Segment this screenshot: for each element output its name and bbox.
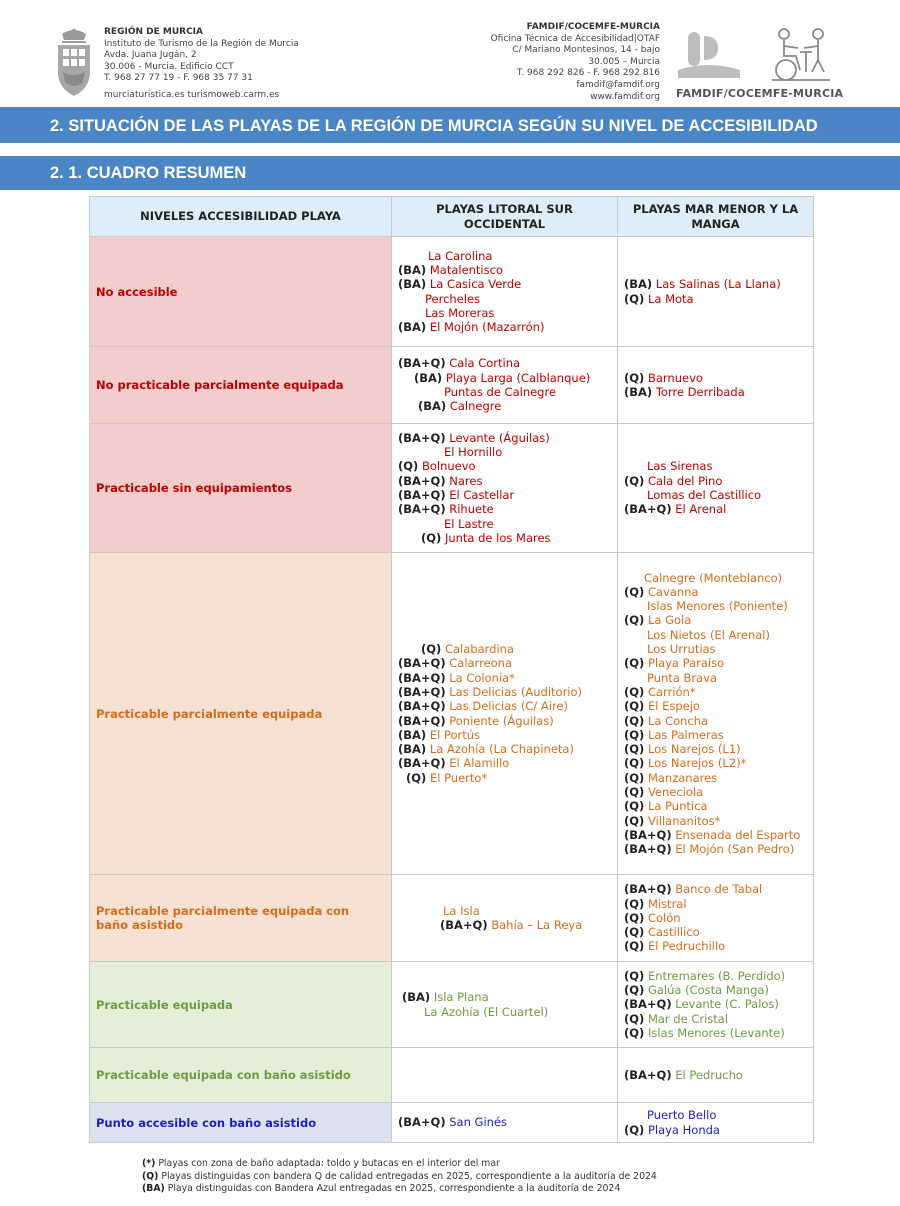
beach-name: Los Nietos (El Arenal) <box>647 627 770 642</box>
distinction-marker: (BA+Q) <box>624 827 672 842</box>
beach-name: Castillico <box>647 925 700 940</box>
cocemfe-logo-icon <box>768 26 834 84</box>
beach-entry <box>398 277 611 291</box>
beach-name: La Azohía (La Chapineta) <box>429 742 574 757</box>
beach-name: Punta Brava <box>647 670 718 685</box>
column-header-levels: NIVELES ACCESIBILIDAD PLAYA <box>90 197 392 237</box>
distinction-marker: (BA+Q) <box>398 1115 446 1130</box>
distinction-marker: (Q) <box>624 1025 645 1040</box>
distinction-marker: (Q) <box>624 910 645 925</box>
beach-entry <box>624 488 807 502</box>
beach-name: Playa Honda <box>647 1122 720 1137</box>
beach-name: El Pedruchillo <box>647 939 726 954</box>
beach-name: Los Narejos (L1) <box>647 742 741 757</box>
beach-entry <box>398 771 611 785</box>
litoral-beaches-cell <box>392 1103 618 1143</box>
distinction-marker: (BA+Q) <box>398 430 446 445</box>
beach-name: Las Salinas (La Llana) <box>655 277 781 292</box>
beach-name: Mar de Cristal <box>647 1011 729 1026</box>
beach-entry <box>624 756 807 770</box>
beach-entry <box>624 628 807 642</box>
beach-entry <box>624 613 807 627</box>
distinction-marker: (BA+Q) <box>440 918 488 932</box>
column-header-litoral: PLAYAS LITORAL SUR OCCIDENTAL <box>392 197 618 237</box>
distinction-marker: (Q) <box>624 613 645 628</box>
beach-entry <box>398 904 611 918</box>
beach-name: El Arenal <box>675 502 727 517</box>
accessibility-summary-table <box>89 196 814 1143</box>
beach-name: San Ginés <box>449 1115 508 1130</box>
litoral-beaches-cell <box>392 237 618 347</box>
beach-entry <box>624 571 807 585</box>
beach-name: Carrión* <box>647 684 696 699</box>
distinction-marker: (Q) <box>624 983 645 998</box>
beach-entry <box>398 656 611 670</box>
beach-entry <box>624 502 807 516</box>
beach-name: Las Palmeras <box>647 727 724 742</box>
beach-entry <box>398 1115 611 1129</box>
distinction-marker: (BA+Q) <box>624 997 672 1012</box>
accessibility-level-cell: Practicable sin equipamientos <box>90 424 392 553</box>
beach-entry <box>624 459 807 473</box>
footnotes <box>142 1158 657 1196</box>
distinction-marker: (Q) <box>624 291 645 306</box>
beach-name: La Mota <box>647 291 694 306</box>
beach-entry <box>398 685 611 699</box>
beach-name: Bolnuevo <box>421 459 476 474</box>
distinction-marker: (BA+Q) <box>624 502 672 517</box>
beach-name: Barnuevo <box>647 370 703 385</box>
distinction-marker: (Q) <box>421 530 442 545</box>
region-murcia-coat-of-arms-icon <box>52 26 96 100</box>
distinction-marker: (Q) <box>624 770 645 785</box>
distinction-marker: (BA) <box>398 742 427 757</box>
beach-name: El Espejo <box>647 699 700 714</box>
region-websites[interactable]: murciaturistica.es turismoweb.carm.es <box>104 89 280 100</box>
beach-entry <box>398 306 611 320</box>
beach-entry <box>624 656 807 670</box>
beach-name: Cavanna <box>647 584 699 599</box>
distinction-marker: (BA) <box>398 727 427 742</box>
beach-entry <box>398 642 611 656</box>
beach-name: Puerto Bello <box>647 1108 717 1123</box>
famdif-line: Oficina Técnica de Accesibilidad|OTAF <box>490 33 660 44</box>
beach-name: Poniente (Águilas) <box>449 713 554 728</box>
beach-name: La Concha <box>647 713 709 728</box>
footnote-marker: (BA) <box>142 1183 165 1194</box>
distinction-marker: (BA+Q) <box>398 684 446 699</box>
footnote-text: Playa distinguidas con Bandera Azul entregadas en 2025, correspondiente a la auditoría de 2024 <box>164 1183 621 1194</box>
beach-entry <box>398 249 611 263</box>
beach-name: Puntas de Calnegre <box>444 385 557 399</box>
beach-entry <box>398 756 611 770</box>
beach-name: Villananitos* <box>647 813 721 828</box>
accessibility-level-cell: Practicable equipada con baño asistido <box>90 1048 392 1103</box>
beach-entry <box>624 742 807 756</box>
distinction-marker: (Q) <box>624 925 645 940</box>
distinction-marker: (Q) <box>398 459 419 474</box>
beach-entry <box>398 474 611 488</box>
beach-entry <box>398 728 611 742</box>
mar-menor-beaches-cell <box>618 1048 814 1103</box>
beach-entry <box>624 969 807 983</box>
beach-name: Percheles <box>425 291 481 306</box>
distinction-marker: (Q) <box>624 699 645 714</box>
region-line: T. 968 27 77 19 - F. 968 35 77 31 <box>104 73 253 84</box>
beach-entry <box>624 785 807 799</box>
beach-name: El Lastre <box>444 516 494 531</box>
distinction-marker: (Q) <box>624 1122 645 1137</box>
beach-entry <box>624 1108 807 1122</box>
beach-entry <box>624 1123 807 1137</box>
beach-name: Ensenada del Esparto <box>675 827 801 842</box>
beach-name: El Mojón (Mazarrón) <box>429 320 545 335</box>
beach-entry <box>624 983 807 997</box>
table-body <box>90 237 814 1143</box>
famdif-line: T. 968 292 826 - F. 968 292 816 <box>516 68 660 79</box>
distinction-marker: (BA) <box>418 399 447 414</box>
beach-entry <box>398 1005 611 1019</box>
beach-entry <box>398 699 611 713</box>
beach-entry <box>624 277 807 291</box>
distinction-marker: (BA+Q) <box>398 670 446 685</box>
distinction-marker: (BA) <box>398 320 427 335</box>
beach-name: Calabardina <box>444 642 514 657</box>
beach-name: La Azohía (El Cuartel) <box>424 1004 549 1019</box>
beach-entry <box>398 918 611 932</box>
distinction-marker: (BA+Q) <box>398 502 446 517</box>
beach-name: El Hornillo <box>444 445 503 460</box>
accessibility-level-cell: Punto accesible con baño asistido <box>90 1103 392 1143</box>
beach-entry <box>624 714 807 728</box>
page-header <box>0 0 900 105</box>
beach-name: Calnegre (Monteblanco) <box>644 570 783 585</box>
beach-name: Isla Plana <box>433 990 489 1005</box>
mar-menor-beaches-cell <box>618 237 814 347</box>
region-line: Avda. Juana Jugán, 2 <box>104 50 197 61</box>
distinction-marker: (BA) <box>398 262 427 277</box>
beach-name: Islas Menores (Levante) <box>647 1025 785 1040</box>
beach-entry <box>624 939 807 953</box>
beach-name: Nares <box>449 473 483 488</box>
beach-name: Mistral <box>647 896 687 911</box>
table-row <box>90 553 814 875</box>
table-row <box>90 237 814 347</box>
distinction-marker: (Q) <box>624 799 645 814</box>
beach-entry <box>398 292 611 306</box>
beach-name: Los Narejos (L2)* <box>647 756 747 771</box>
beach-name: Las Delicias (Auditorio) <box>449 684 583 699</box>
table-header-row <box>90 197 814 237</box>
distinction-marker: (BA) <box>414 370 443 385</box>
distinction-marker: (BA) <box>402 990 431 1005</box>
beach-name: Bahía – La Reya <box>491 918 583 932</box>
region-line: Instituto de Turismo de la Región de Murcia <box>104 38 299 49</box>
distinction-marker: (Q) <box>624 939 645 954</box>
beach-name: El Mojón (San Pedro) <box>675 842 795 857</box>
distinction-marker: (BA+Q) <box>398 488 446 502</box>
distinction-marker: (Q) <box>421 642 442 657</box>
beach-entry <box>624 585 807 599</box>
famdif-logo-wordmark: FAMDIF/COCEMFE-MURCIA <box>676 87 844 100</box>
mar-menor-beaches-cell <box>618 553 814 875</box>
beach-entry <box>624 1026 807 1040</box>
table-row <box>90 1103 814 1143</box>
distinction-marker: (Q) <box>624 713 645 728</box>
beach-entry <box>624 799 807 813</box>
region-name: REGIÓN DE MURCIA <box>104 27 203 37</box>
beach-name: La Isla <box>443 903 480 918</box>
beach-name: Las Delicias (C/ Aire) <box>449 699 569 714</box>
beach-entry <box>624 814 807 828</box>
beach-name: Veneciola <box>647 784 704 799</box>
beach-name: El Pedrucho <box>675 1067 743 1082</box>
beach-entry <box>398 502 611 516</box>
distinction-marker: (Q) <box>624 896 645 911</box>
table-row <box>90 424 814 553</box>
beach-entry <box>398 742 611 756</box>
beach-name: El Puerto* <box>429 770 488 785</box>
beach-entry <box>624 474 807 488</box>
footnote-marker: (Q) <box>142 1170 159 1182</box>
beach-entry <box>398 459 611 473</box>
mar-menor-beaches-cell <box>618 424 814 553</box>
beach-entry <box>624 371 807 385</box>
distinction-marker: (Q) <box>624 584 645 599</box>
beach-entry <box>624 292 807 306</box>
beach-entry <box>624 882 807 896</box>
beach-name: Calnegre <box>449 399 502 414</box>
famdif-line: 30.005 – Murcia <box>588 56 660 67</box>
beach-name: Playa Larga (Calblanque) <box>445 370 591 385</box>
distinction-marker: (BA) <box>398 277 427 292</box>
famdif-line: C/ Mariano Montesinos, 14 - bajo <box>512 45 660 56</box>
footnote <box>142 1171 657 1184</box>
beach-entry <box>398 385 611 399</box>
table-row <box>90 1048 814 1103</box>
beach-name: Levante (C. Palos) <box>675 997 779 1012</box>
beach-name: Banco de Tabal <box>675 882 763 897</box>
litoral-beaches-cell <box>392 1048 618 1103</box>
section-title: 2. SITUACIÓN DE LAS PLAYAS DE LA REGIÓN DE MURCIA SEGÚN SU NIVEL DE ACCESIBILIDAD <box>0 107 900 143</box>
mar-menor-beaches-cell <box>618 875 814 962</box>
distinction-marker: (BA+Q) <box>398 473 446 488</box>
beach-entry <box>624 728 807 742</box>
beach-entry <box>398 431 611 445</box>
mar-menor-beaches-cell <box>618 1103 814 1143</box>
beach-name: Islas Menores (Poniente) <box>647 599 788 614</box>
beach-name: Galúa (Costa Manga) <box>647 983 769 998</box>
footnote <box>142 1183 657 1196</box>
accessibility-level-cell: Practicable parcialmente equipada <box>90 553 392 875</box>
distinction-marker: (Q) <box>624 742 645 757</box>
distinction-marker: (Q) <box>624 968 645 983</box>
beach-name: La Gola <box>647 613 692 628</box>
beach-entry <box>624 671 807 685</box>
region-contact-block <box>104 27 299 102</box>
famdif-name: FAMDIF/COCEMFE-MURCIA <box>526 22 660 32</box>
distinction-marker: (BA+Q) <box>398 699 446 714</box>
beach-name: El Castellar <box>449 488 515 502</box>
distinction-marker: (Q) <box>624 473 645 488</box>
distinction-marker: (BA+Q) <box>624 1067 672 1082</box>
distinction-marker: (Q) <box>624 1011 645 1026</box>
beach-name: Rihuete <box>449 502 494 517</box>
distinction-marker: (Q) <box>624 727 645 742</box>
beach-name: Matalentisco <box>429 262 503 277</box>
beach-entry <box>398 671 611 685</box>
beach-entry <box>398 488 611 502</box>
beach-entry <box>398 371 611 385</box>
beach-name: El Alamillo <box>449 756 510 771</box>
distinction-marker: (BA+Q) <box>624 882 672 897</box>
column-header-mar-menor: PLAYAS MAR MENOR Y LA MANGA <box>618 197 814 237</box>
accessibility-level-cell: Practicable equipada <box>90 962 392 1048</box>
mar-menor-beaches-cell <box>618 347 814 424</box>
beach-entry <box>624 699 807 713</box>
litoral-beaches-cell <box>392 347 618 424</box>
beach-entry <box>398 517 611 531</box>
beach-entry <box>398 990 611 1004</box>
beach-name: Los Urrutias <box>647 642 716 657</box>
beach-name: La Puntica <box>647 799 708 814</box>
litoral-beaches-cell <box>392 875 618 962</box>
accessibility-level-cell: No accesible <box>90 237 392 347</box>
accessibility-level-cell: Practicable parcialmente equipada con baño asistido <box>90 875 392 962</box>
distinction-marker: (BA+Q) <box>398 756 446 771</box>
beach-name: Cala Cortina <box>449 356 521 371</box>
distinction-marker: (Q) <box>624 813 645 828</box>
beach-entry <box>398 399 611 413</box>
beach-entry <box>398 445 611 459</box>
litoral-beaches-cell <box>392 424 618 553</box>
beach-name: Entremares (B. Perdido) <box>647 968 786 983</box>
table-row <box>90 875 814 962</box>
distinction-marker: (BA+Q) <box>398 656 446 671</box>
distinction-marker: (BA) <box>624 277 653 292</box>
footnote <box>142 1158 657 1171</box>
beach-name: Las Sirenas <box>647 459 713 474</box>
beach-name: La Casica Verde <box>429 277 522 292</box>
beach-name: La Colonia* <box>449 670 515 685</box>
litoral-beaches-cell <box>392 962 618 1048</box>
beach-entry <box>624 1012 807 1026</box>
beach-entry <box>624 642 807 656</box>
subsection-title: 2. 1. CUADRO RESUMEN <box>0 156 900 190</box>
beach-name: Cala del Pino <box>647 473 723 488</box>
beach-entry <box>398 714 611 728</box>
distinction-marker: (Q) <box>624 656 645 671</box>
distinction-marker: (Q) <box>406 770 427 785</box>
beach-name: Las Moreras <box>425 305 495 320</box>
distinction-marker: (Q) <box>624 756 645 771</box>
beach-name: Playa Paraíso <box>647 656 725 671</box>
famdif-website[interactable]: www.famdif.org <box>590 91 660 102</box>
region-line: 30.006 - Murcia. Edificio CCT <box>104 61 234 72</box>
famdif-contact-block <box>491 22 660 103</box>
table-row <box>90 962 814 1048</box>
beach-entry <box>398 263 611 277</box>
beach-name: Levante (Águilas) <box>449 430 550 445</box>
beach-name: Junta de los Mares <box>444 530 551 545</box>
beach-entry <box>624 385 807 399</box>
famdif-email[interactable]: famdif@famdif.org <box>576 79 660 90</box>
distinction-marker: (BA+Q) <box>624 842 672 857</box>
accessibility-level-cell: No practicable parcialmente equipada <box>90 347 392 424</box>
beach-entry <box>624 828 807 842</box>
beach-entry <box>624 1068 807 1082</box>
beach-name: Colón <box>647 910 681 925</box>
beach-name: La Carolina <box>428 248 493 263</box>
beach-name: Torre Derribada <box>655 385 745 399</box>
beach-name: Calarreona <box>449 656 513 671</box>
beach-name: Manzanares <box>647 770 718 785</box>
beach-entry <box>624 911 807 925</box>
beach-entry <box>624 997 807 1011</box>
beach-name: Lomas del Castillico <box>647 488 762 502</box>
mar-menor-beaches-cell <box>618 962 814 1048</box>
famdif-logo-icon <box>676 30 742 80</box>
distinction-marker: (BA) <box>624 385 653 399</box>
distinction-marker: (BA+Q) <box>398 356 446 371</box>
beach-entry <box>624 685 807 699</box>
beach-entry <box>624 897 807 911</box>
distinction-marker: (Q) <box>624 684 645 699</box>
footnote-text: Playas con zona de baño adaptada: toldo y butacas en el interior del mar <box>155 1158 500 1169</box>
litoral-beaches-cell <box>392 553 618 875</box>
footnote-text: Playas distinguidas con bandera Q de calidad entregadas en 2025, correspondiente a la auditoría de 2024 <box>158 1170 657 1182</box>
beach-entry <box>398 356 611 370</box>
distinction-marker: (Q) <box>624 784 645 799</box>
distinction-marker: (Q) <box>624 370 645 385</box>
beach-name: El Portús <box>429 727 481 742</box>
beach-entry <box>398 320 611 334</box>
beach-entry <box>624 599 807 613</box>
footnote-marker: (*) <box>142 1158 156 1169</box>
table-row <box>90 347 814 424</box>
beach-entry <box>624 925 807 939</box>
distinction-marker: (BA+Q) <box>398 713 446 728</box>
beach-entry <box>398 531 611 545</box>
beach-entry <box>624 842 807 856</box>
beach-entry <box>624 771 807 785</box>
